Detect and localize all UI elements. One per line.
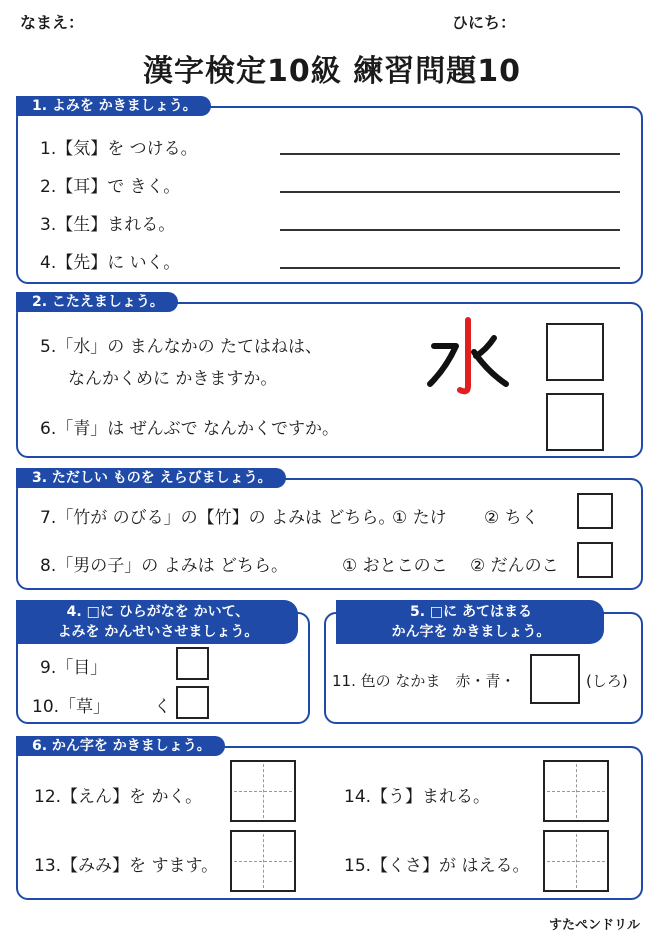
section-title-fill-kanji-line2: かん字を かきましょう。: [391, 624, 551, 640]
answer-box-10[interactable]: [176, 686, 209, 719]
question-7: 7.「竹が のびる」の【竹】の よみは どちら。: [40, 508, 396, 528]
question-15: 15.【くさ】が はえる。: [344, 856, 530, 876]
question-4: 4.【先】に いく。: [40, 253, 181, 273]
question-13: 13.【みみ】を すます。: [34, 856, 219, 876]
answer-box-6[interactable]: [546, 393, 604, 451]
answer-line-4[interactable]: [280, 267, 620, 269]
question-1: 1.【気】を つける。: [40, 139, 198, 159]
answer-box-8[interactable]: [577, 542, 613, 578]
section-title-hiragana-line2: よみを かんせいさせましょう。: [57, 624, 259, 640]
answer-box-11[interactable]: [530, 654, 580, 704]
writing-box-13[interactable]: [230, 830, 296, 892]
question-2: 2.【耳】で きく。: [40, 177, 181, 197]
question-3: 3.【生】まれる。: [40, 215, 176, 235]
writing-box-14[interactable]: [543, 760, 609, 822]
question-11: 11. 色の なかま 赤・青・: [332, 672, 516, 690]
section-title-hiragana-line1: 4. □に ひらがなを かいて、: [66, 604, 250, 620]
name-label: なまえ：: [20, 13, 85, 32]
kanji-stroke-diagram: [426, 314, 510, 398]
question-12: 12.【えん】を かく。: [34, 787, 203, 807]
question-5-line1: 5.「水」の まんなかの たてはねは、: [40, 337, 323, 357]
question-7-option-1: ① たけ: [392, 508, 447, 528]
kanji-right-top-stroke: [476, 338, 494, 356]
section-title-hiragana: [16, 600, 298, 644]
kanji-center-stroke: [460, 320, 468, 391]
kanji-right-bottom-stroke: [474, 352, 506, 384]
question-14: 14.【う】まれる。: [344, 787, 491, 807]
section-title-answer: 2. こたえましょう。: [16, 292, 178, 312]
section-title-choose: 3. ただしい ものを えらびましょう。: [16, 468, 286, 488]
section-title-reading: 1. よみを かきましょう。: [16, 96, 211, 116]
answer-line-1[interactable]: [280, 153, 620, 155]
footer-brand: すたペンドリル: [548, 918, 640, 933]
question-10-suffix: く: [154, 697, 171, 717]
kanji-left-stroke: [430, 346, 456, 384]
section-title-fill-kanji: [336, 600, 604, 644]
answer-line-2[interactable]: [280, 191, 620, 193]
answer-box-5[interactable]: [546, 323, 604, 381]
answer-line-3[interactable]: [280, 229, 620, 231]
writing-box-15[interactable]: [543, 830, 609, 892]
question-8-option-1: ① おとこのこ: [342, 556, 448, 576]
answer-box-7[interactable]: [577, 493, 613, 529]
question-8-option-2: ② だんのこ: [470, 556, 559, 576]
date-label: ひにち：: [452, 13, 517, 32]
question-10: 10.「草」: [32, 697, 111, 717]
question-9: 9.「目」: [40, 658, 108, 678]
section-title-write-kanji: 6. かん字を かきましょう。: [16, 736, 225, 756]
page-title: 漢字検定10級 練習問題10: [143, 54, 521, 89]
question-11-suffix: (しろ): [586, 672, 628, 690]
question-6: 6.「青」は ぜんぶで なんかくですか。: [40, 419, 340, 439]
answer-box-9[interactable]: [176, 647, 209, 680]
question-5-line2: なんかくめに かきますか。: [68, 369, 278, 389]
question-7-option-2: ② ちく: [484, 508, 539, 528]
section-title-fill-kanji-line1: 5. □に あてはまる: [409, 604, 533, 620]
writing-box-12[interactable]: [230, 760, 296, 822]
question-8: 8.「男の子」の よみは どちら。: [40, 556, 289, 576]
